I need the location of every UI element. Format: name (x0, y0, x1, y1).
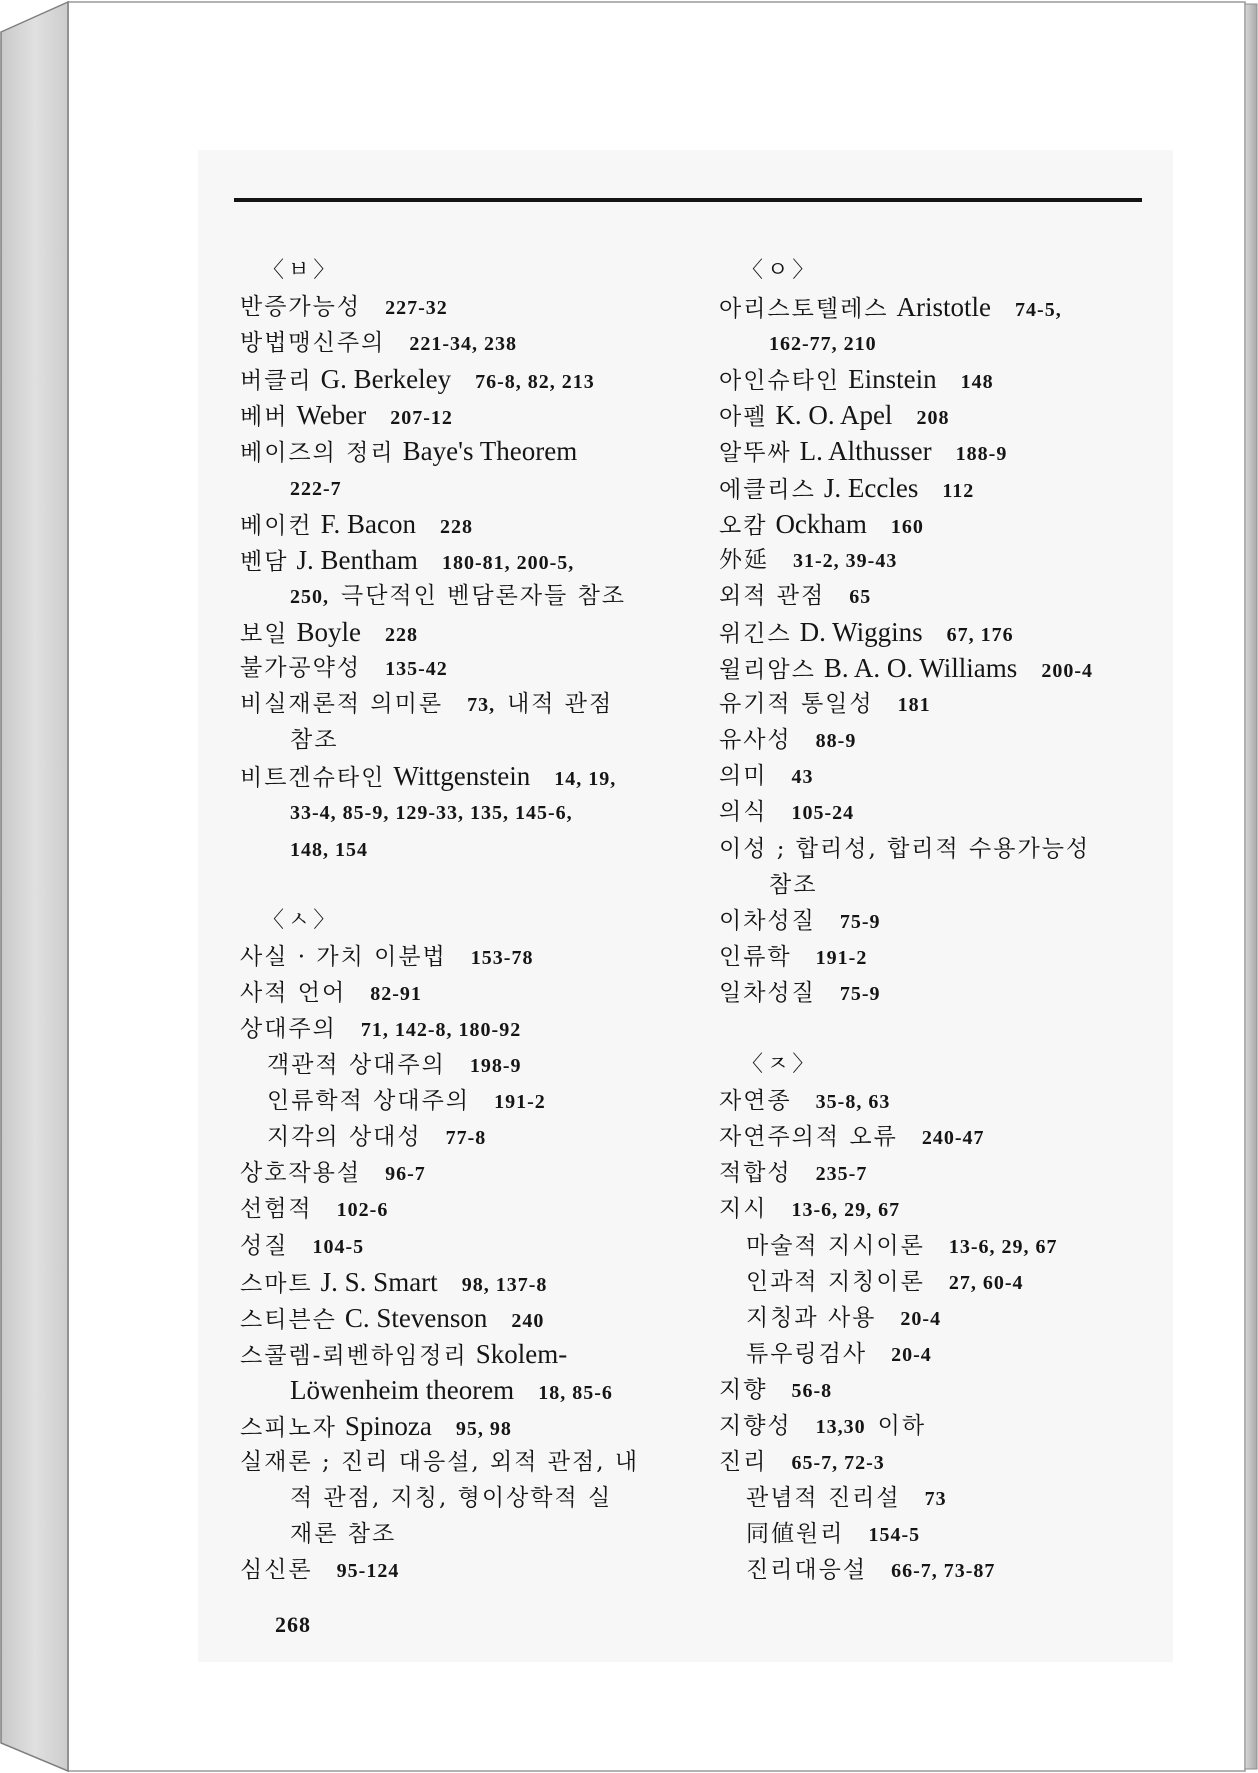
page-number: 268 (275, 1612, 311, 1637)
entry-pages: 73, (467, 694, 496, 717)
index-entry (240, 433, 680, 469)
index-subentry (719, 1552, 1159, 1588)
entry-pages: 13-6, 29, 67 (948, 1235, 1058, 1258)
index-entry (719, 1155, 1159, 1191)
entry-term: 이성 ; 합리성, 합리적 수용가능성 (719, 835, 1091, 862)
entry-term: 의미 (719, 763, 768, 790)
index-entry (240, 975, 680, 1011)
index-entry (719, 1191, 1159, 1227)
entry-pages: 75-9 (839, 982, 881, 1005)
index-entry (719, 470, 1159, 506)
entry-name: Boyle (296, 616, 361, 647)
entry-term: 이차성질 (719, 907, 816, 934)
entry-term: 적합성 (719, 1160, 792, 1187)
entry-name: Aristotle (896, 292, 992, 323)
entry-pages: 74-5, (1015, 299, 1062, 322)
index-entry (719, 361, 1159, 397)
entry-pages: 191-2 (815, 946, 868, 969)
entry-term: 벤담 (240, 548, 289, 575)
index-entry (240, 1336, 680, 1372)
index-entry (719, 758, 1159, 794)
index-entry (719, 903, 1159, 939)
entry-note: 내적 관점 (507, 691, 614, 718)
index-subentry (719, 1300, 1159, 1336)
entry-pages: 200-4 (1041, 660, 1093, 683)
index-continuation (719, 867, 1159, 903)
index-continuation (240, 578, 680, 614)
entry-pages: 77-8 (445, 1127, 487, 1150)
index-entry (719, 722, 1159, 758)
entry-term: 재론 참조 (290, 1521, 397, 1548)
entry-term: 관념적 진리설 (746, 1485, 901, 1512)
entry-pages: 18, 85-6 (538, 1381, 613, 1404)
entry-term: 적 관점, 지칭, 형이상학적 실 (290, 1485, 613, 1512)
entry-pages: 207-12 (390, 407, 453, 430)
entry-pages: 181 (897, 694, 931, 717)
entry-pages: 105-24 (791, 802, 855, 825)
index-entry (719, 1372, 1159, 1408)
entry-pages: 180-81, 200-5, (441, 551, 575, 574)
entry-term: 반증가능성 (240, 294, 362, 321)
entry-pages: 75-9 (839, 910, 881, 933)
index-entry (719, 542, 1159, 578)
index-entry (719, 433, 1159, 469)
entry-term: 지향성 (719, 1413, 792, 1439)
entry-pages: 20-4 (891, 1343, 932, 1366)
section-letter: 〈ㅅ〉 (262, 907, 340, 933)
entry-term: 알뚜싸 (719, 440, 792, 467)
entry-pages: 112 (942, 479, 975, 502)
entry-term: 스마트 (240, 1270, 313, 1297)
entry-pages: 222-7 (290, 477, 342, 500)
entry-pages: 96-7 (385, 1163, 426, 1186)
index-entry (240, 1011, 680, 1047)
index-entry (240, 1264, 680, 1300)
index-entry (240, 1444, 680, 1480)
entry-name: J. S. Smart (320, 1266, 438, 1297)
entry-term: 자연종 (719, 1088, 792, 1115)
section-letter: 〈ㅇ〉 (741, 258, 819, 283)
entry-term: 아리스토텔레스 (719, 296, 889, 323)
entry-term: 불가공약성 (240, 655, 362, 682)
index-entry (240, 686, 680, 722)
entry-name: L. Althusser (799, 436, 932, 467)
page-edge-shadow (1245, 4, 1257, 1769)
entry-term: 선험적 (240, 1196, 313, 1223)
index-entry (240, 1408, 680, 1444)
entry-term: 인과적 지칭이론 (746, 1268, 925, 1295)
entry-pages: 148 (960, 371, 994, 394)
index-entry (719, 289, 1159, 325)
index-entry (719, 1119, 1159, 1155)
index-continuation (240, 1480, 680, 1516)
index-continuation (240, 1372, 680, 1408)
entry-pages: 250, (290, 585, 329, 608)
index-continuation (240, 470, 680, 506)
index-entry (719, 506, 1159, 542)
entry-term: 스콜렘-뢰벤하임정리 (240, 1342, 468, 1369)
entry-name: F. Bacon (320, 508, 416, 539)
entry-term: 버클리 (240, 368, 313, 395)
index-entry (719, 1408, 1159, 1444)
index-entry (719, 794, 1159, 830)
entry-term: 外延 (719, 546, 769, 573)
entry-name: Skolem- (475, 1338, 568, 1369)
entry-pages: 198-9 (469, 1055, 522, 1078)
entry-term: 에클리스 (719, 476, 816, 503)
entry-pages: 71, 142-8, 180-92 (360, 1018, 522, 1041)
index-column-right (719, 253, 1159, 1588)
entry-term: 상대주의 (240, 1015, 337, 1042)
entry-pages: 88-9 (815, 730, 857, 753)
entry-pages: 208 (916, 407, 950, 430)
entry-term: 비실재론적 의미론 (240, 691, 444, 718)
entry-term: 오캄 (719, 512, 768, 539)
index-subentry (719, 1480, 1159, 1516)
index-entry (719, 397, 1159, 433)
index-entry (719, 614, 1159, 650)
entry-pages: 76-8, 82, 213 (475, 371, 595, 394)
index-entry (240, 325, 680, 361)
index-subentry (240, 1047, 680, 1083)
entry-pages: 13,30 (815, 1416, 866, 1438)
index-entry (240, 1552, 680, 1588)
entry-name: Weber (296, 400, 367, 431)
entry-term: 의식 (719, 799, 768, 826)
entry-name: J. Eccles (823, 472, 919, 503)
entry-pages: 188-9 (955, 443, 1008, 466)
blank-line (719, 1011, 1159, 1047)
entry-term: 자연주의적 오류 (719, 1124, 898, 1151)
entry-pages: 66-7, 73-87 (891, 1560, 996, 1583)
entry-term: 지시 (719, 1196, 768, 1223)
index-subentry (240, 1119, 680, 1155)
entry-note: 이하 (877, 1413, 927, 1439)
index-entry (240, 1228, 680, 1264)
index-continuation (240, 831, 680, 867)
index-entry (240, 1191, 680, 1227)
entry-term: 아펠 (719, 404, 768, 431)
header-rule (234, 198, 1142, 202)
index-entry (719, 650, 1159, 686)
section-letter: 〈ㅂ〉 (262, 258, 340, 283)
entry-term: 참조 (769, 871, 818, 898)
index-entry (240, 1300, 680, 1336)
index-subentry (719, 1336, 1159, 1372)
entry-term: 보일 (240, 620, 289, 647)
index-entry (240, 758, 680, 794)
entry-pages: 33-4, 85-9, 129-33, 135, 145-6, (290, 802, 573, 825)
entry-pages: 82-91 (370, 982, 422, 1005)
entry-name: Ockham (775, 508, 867, 539)
entry-term: 아인슈타인 (719, 368, 841, 395)
entry-term: 진리 (719, 1449, 768, 1476)
section-letter: 〈ㅈ〉 (741, 1052, 819, 1078)
entry-pages: 191-2 (494, 1091, 546, 1114)
entry-pages: 95-124 (336, 1560, 400, 1583)
index-entry (719, 1083, 1159, 1119)
entry-term: 베이즈의 정리 (240, 440, 395, 467)
index-entry (240, 289, 680, 325)
entry-pages: 104-5 (312, 1235, 365, 1258)
index-entry (719, 975, 1159, 1011)
index-continuation (240, 722, 680, 758)
entry-term: 객관적 상대주의 (267, 1052, 446, 1079)
entry-term: 同値원리 (746, 1521, 845, 1548)
entry-term: 방법맹신주의 (240, 330, 386, 357)
entry-term: 스피노자 (240, 1415, 337, 1441)
entry-name: C. Stevenson (344, 1302, 488, 1333)
entry-name: Spinoza (344, 1411, 432, 1441)
index-entry (240, 397, 680, 433)
index-entry (719, 1444, 1159, 1480)
entry-pages: 56-8 (791, 1379, 833, 1402)
entry-pages: 240 (511, 1309, 545, 1332)
entry-pages: 98, 137-8 (461, 1273, 548, 1296)
section-heading (719, 1047, 1159, 1083)
entry-term: 유사성 (719, 727, 792, 754)
index-entry (719, 939, 1159, 975)
entry-term: 인류학적 상대주의 (267, 1088, 471, 1115)
entry-term: 사적 언어 (240, 979, 347, 1006)
entry-term: 진리대응설 (746, 1557, 868, 1584)
entry-pages: 13-6, 29, 67 (791, 1199, 901, 1222)
entry-term: 윌리암스 (719, 657, 816, 684)
entry-term: 마술적 지시이론 (746, 1232, 925, 1259)
entry-name: Löwenheim theorem (290, 1374, 515, 1405)
index-entry (240, 650, 680, 686)
entry-pages: 95, 98 (455, 1418, 512, 1440)
entry-term: 스티븐슨 (240, 1306, 337, 1333)
index-entry (240, 1155, 680, 1191)
entry-term: 상호작용설 (240, 1160, 362, 1187)
index-continuation (240, 1516, 680, 1552)
entry-name: J. Bentham (296, 544, 418, 575)
entry-term: 지칭과 사용 (746, 1304, 877, 1331)
entry-pages: 65 (849, 585, 872, 608)
entry-pages: 102-6 (336, 1199, 389, 1222)
entry-term: 베이컨 (240, 512, 313, 539)
entry-term: 성질 (240, 1232, 289, 1259)
index-entry (719, 578, 1159, 614)
index-entry (240, 361, 680, 397)
entry-pages: 67, 176 (946, 623, 1014, 646)
entry-term: 튜우링검사 (746, 1340, 868, 1367)
index-entry (240, 506, 680, 542)
index-column-left (240, 253, 680, 1588)
index-subentry (719, 1516, 1159, 1552)
entry-pages: 162-77, 210 (769, 333, 877, 356)
entry-term: 지향 (719, 1376, 768, 1403)
entry-pages: 235-7 (815, 1163, 868, 1186)
entry-term: 베버 (240, 404, 289, 431)
entry-pages: 153-78 (470, 946, 534, 969)
entry-name: Baye's Theorem (402, 436, 578, 467)
entry-pages: 20-4 (900, 1307, 942, 1330)
entry-term: 사실 · 가치 이분법 (240, 943, 447, 970)
blank-line (240, 867, 680, 903)
entry-pages: 35-8, 63 (815, 1091, 891, 1114)
entry-name: Einstein (848, 364, 937, 395)
index-continuation (240, 794, 680, 830)
section-heading (240, 253, 680, 289)
entry-pages: 228 (440, 515, 473, 538)
entry-pages: 65-7, 72-3 (791, 1452, 885, 1475)
entry-pages: 154-5 (868, 1524, 921, 1547)
index-subentry (240, 1083, 680, 1119)
entry-pages: 31-2, 39-43 (793, 549, 898, 572)
entry-note: 극단적인 벤담론자들 참조 (341, 582, 627, 609)
entry-pages: 27, 60-4 (948, 1271, 1024, 1294)
entry-term: 위긴스 (719, 620, 792, 647)
entry-name: G. Berkeley (320, 364, 452, 395)
entry-name: K. O. Apel (775, 400, 893, 431)
entry-name: B. A. O. Williams (823, 653, 1018, 684)
section-heading (719, 253, 1159, 289)
index-entry (719, 831, 1159, 867)
index-entry (240, 939, 680, 975)
entry-term: 일차성질 (719, 979, 816, 1006)
entry-term: 유기적 통일성 (719, 691, 874, 718)
entry-term: 심신론 (240, 1557, 313, 1584)
index-entry (240, 542, 680, 578)
entry-pages: 240-47 (921, 1127, 985, 1150)
index-subentry (719, 1228, 1159, 1264)
entry-term: 비트겐슈타인 (240, 765, 386, 792)
entry-pages: 227-32 (385, 297, 448, 320)
entry-pages: 14, 19, (554, 768, 617, 791)
entry-term: 외적 관점 (719, 582, 826, 609)
entry-term: 참조 (290, 727, 339, 754)
entry-pages: 135-42 (385, 658, 448, 681)
index-continuation (719, 325, 1159, 361)
index-subentry (719, 1264, 1159, 1300)
entry-pages: 228 (384, 623, 418, 646)
entry-pages: 73 (924, 1488, 947, 1511)
index-entry (719, 686, 1159, 722)
entry-name: Wittgenstein (393, 761, 531, 792)
entry-term: 인류학 (719, 943, 792, 970)
entry-pages: 160 (890, 515, 924, 538)
book-spine (1, 2, 68, 1771)
section-heading (240, 903, 680, 939)
entry-name: D. Wiggins (799, 616, 923, 647)
entry-pages: 221-34, 238 (409, 333, 517, 356)
index-entry (240, 614, 680, 650)
entry-pages: 43 (791, 766, 814, 789)
entry-term: 실재론 ; 진리 대응설, 외적 관점, 내 (240, 1449, 640, 1476)
entry-term: 지각의 상대성 (267, 1124, 422, 1151)
entry-pages: 148, 154 (290, 838, 368, 861)
